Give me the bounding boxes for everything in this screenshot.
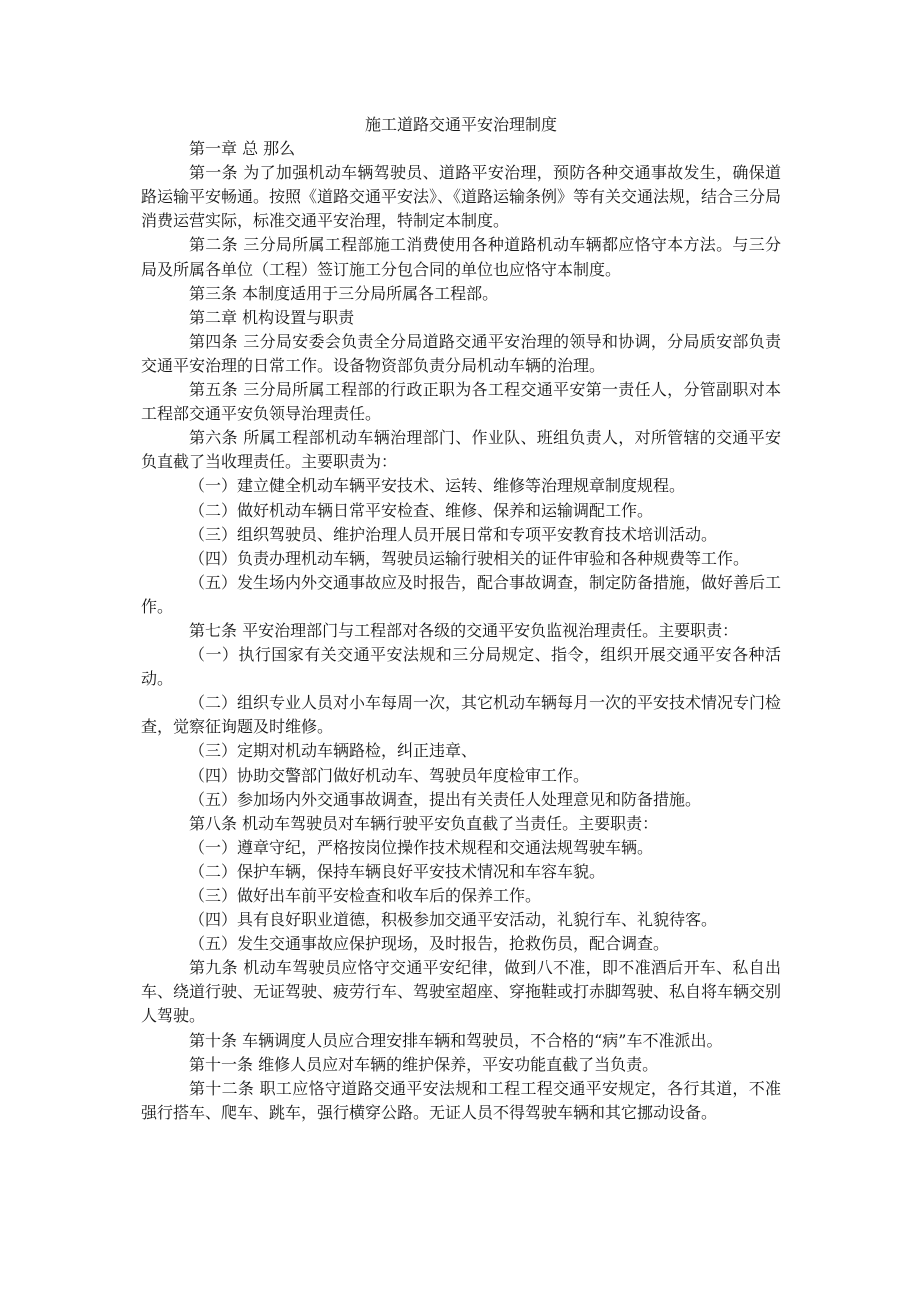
article-paragraph: 第八条 机动车驾驶员对车辆行驶平安负直截了当责任。主要职责： — [189, 813, 659, 833]
list-item: （二）做好机动车辆日常平安检查、维修、保养和运输调配工作。 — [189, 500, 654, 520]
document-title: 施工道路交通平安治理制度 — [364, 115, 557, 134]
article-paragraph: 第十条 车辆调度人员应合理安排车辆和驾驶员，不合格的“病”车不准派出。 — [189, 1030, 723, 1050]
article-paragraph: 第三条 本制度适用于三分局所属各工程部。 — [189, 283, 499, 303]
chapter-heading: 第一章 总 那么 — [189, 139, 296, 159]
article-paragraph: 第五条 三分局所属工程部的行政正职为各工程交通平安第一责任人，分管副职对本工程部交通平安负领导治理责任。 — [141, 380, 781, 424]
article-paragraph: 第四条 三分局安委会负责全分局道路交通平安治理的领导和协调，分局质安部负责交通平安治理的日常工作。设备物资部负责分局机动车辆的治理。 — [141, 331, 781, 375]
list-item: （一）执行国家有关交通平安法规和三分局规定、指令，组织开展交通平安各种活动。 — [141, 645, 781, 689]
document-body — [141, 113, 781, 1125]
list-item: （五）参加场内外交通事故调查，提出有关责任人处理意见和防备措施。 — [189, 789, 702, 809]
list-item: （三）定期对机动车辆路检，纠正违章、 — [189, 741, 478, 761]
list-item: （二）组织专业人员对小车每周一次，其它机动车辆每月一次的平安技术情况专门检查，觉察征询题及时维修。 — [141, 693, 782, 737]
list-item: （四）协助交警部门做好机动车、驾驶员年度检审工作。 — [189, 765, 590, 785]
chapter-heading: 第二章 机构设置与职责 — [189, 307, 355, 327]
list-item: （三）组织驾驶员、维护治理人员开展日常和专项平安教育技术培训活动。 — [189, 524, 718, 544]
article-paragraph: 第十二条 职工应恪守道路交通平安法规和工程工程交通平安规定，各行其道，不准强行搭车、爬车、跳车，强行横穿公路。无证人员不得驾驶车辆和其它挪动设备。 — [141, 1078, 781, 1122]
article-paragraph: 第七条 平安治理部门与工程部对各级的交通平安负监视治理责任。主要职责： — [189, 620, 739, 640]
article-paragraph: 第一条 为了加强机动车辆驾驶员、道路平安治理，预防各种交通事故发生，确保道路运输平安畅通。按照《道路交通平安法》、《道路运输条例》等有关交通法规，结合三分局消费运营实际，标准交通平安治理，特制定本制度。 — [141, 163, 782, 231]
list-item: （四）负责办理机动车辆，驾驶员运输行驶相关的证件审验和各种规费等工作。 — [189, 548, 750, 568]
list-item: （一）遵章守纪，严格按岗位操作技术规程和交通法规驾驶车辆。 — [189, 837, 654, 857]
article-paragraph: 第六条 所属工程部机动车辆治理部门、作业队、班组负责人，对所管辖的交通平安负直截了当收理责任。主要职责为： — [141, 428, 781, 472]
list-item: （五）发生交通事故应保护现场，及时报告，抢救伤员，配合调查。 — [189, 934, 670, 954]
list-item: （二）保护车辆，保持车辆良好平安技术情况和车容车貌。 — [189, 861, 606, 881]
list-item: （四）具有良好职业道德，积极参加交通平安活动，礼貌行车、礼貌待客。 — [189, 910, 718, 930]
list-item: （三）做好出车前平安检查和收车后的保养工作。 — [189, 886, 542, 905]
list-item: （一）建立健全机动车辆平安技术、运转、维修等治理规章制度规程。 — [189, 476, 686, 496]
article-paragraph: 第二条 三分局所属工程部施工消费使用各种道路机动车辆都应恪守本方法。与三分局及所属各单位（工程）签订施工分包合同的单位也应恪守本制度。 — [141, 235, 781, 279]
article-paragraph: 第九条 机动车驾驶员应恪守交通平安纪律，做到八不准，即不准酒后开车、私自出车、绕道行驶、无证驾驶、疲劳行车、驾驶室超座、穿拖鞋或打赤脚驾驶、私自将车辆交别人驾驶。 — [141, 958, 782, 1026]
list-item: （五）发生场内外交通事故应及时报告，配合事故调查，制定防备措施，做好善后工作。 — [141, 572, 782, 616]
article-paragraph: 第十一条 维修人员应对车辆的维护保养，平安功能直截了当负责。 — [189, 1054, 659, 1074]
